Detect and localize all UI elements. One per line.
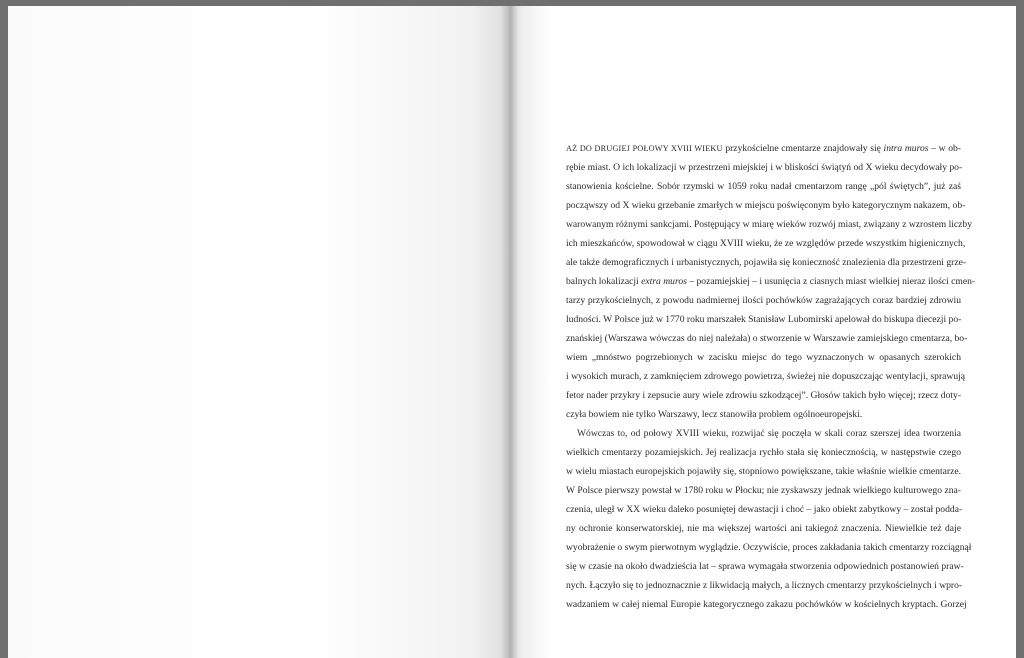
- text-run: czyła bowiem nie tylko Warszawy, lecz stanowiła problem ogólnoeuropejski.: [566, 409, 863, 420]
- text-run: – pozamiejskiej – i usunięcia z ciasnych miast wielkiej nieraz ilości cmen-: [686, 276, 976, 287]
- text-line: [566, 234, 966, 253]
- text-run: począwszy od X wieku grzebanie zmarłych w miejscu poświęconym było kategorycznym nakazem, ob-: [566, 200, 966, 211]
- text-line: [566, 310, 961, 329]
- text-line: [566, 500, 961, 519]
- text-run: ny ochronie konserwatorskiej, nie ma większej wartości ani takiegoż znaczenia. Niewielkie też daje: [566, 523, 961, 534]
- text-run: ich mieszkańców, spowodował w ciągu XVIII wieku, że ze względów przede wszystkim higienicznych,: [566, 238, 966, 249]
- text-run: fetor nader przykry i zepsucie aury wiele zdrowiu szkodzącej”. Głosów takich było więcej; rzecz doty-: [566, 390, 962, 401]
- text-run: i wysokich murach, z zamknięciem zdrowego powietrza, świeżej nie dopuszczając wentylacji, sprawują: [566, 371, 966, 382]
- right-page: [510, 6, 1016, 658]
- text-run: wielkich cmentarzy pozamiejskich. Jej realizacja rychło stała się koniecznością, w następstwie czego: [566, 447, 961, 458]
- text-line: [566, 367, 966, 386]
- text-line: [566, 424, 961, 443]
- text-line: [566, 158, 961, 177]
- text-line: [566, 405, 961, 424]
- text-run: wadzaniem w całej niemal Europie kategorycznego zakazu pochówków w kościelnych kryptach. Gorzej: [566, 599, 967, 610]
- text-line: [566, 519, 961, 538]
- text-run: ludności. W Polsce już w 1770 roku marszałek Stanisław Lubomirski apelował do biskupa diecezji po-: [566, 314, 962, 325]
- text-run: stanowienia kościelne. Sobór rzymski w 1059 roku nadał cmentarzom rangę „pól świętych”, już zaś: [566, 181, 961, 192]
- text-run: przykościelne cmentarze znajdowały się: [722, 143, 884, 154]
- text-line: [566, 196, 966, 215]
- text-line: [566, 177, 961, 196]
- italic-phrase: intra muros: [883, 143, 929, 154]
- text-run: czenia, uległ w XX wieku daleko posuniętej dewastacji i choć – jako obiekt zabytkowy – został podda-: [566, 504, 963, 515]
- text-line: [566, 272, 976, 291]
- body-text: [566, 139, 976, 614]
- text-run: znańskiej (Warszawa wówczas do niej należała) o stworzenie w Warszawie zamiejskiego cmentarza, bo-: [566, 333, 968, 344]
- text-run: warowanym różnymi sankcjami. Postępujący w miarę wieków rozwój miast, związany z wzrostem liczby: [566, 219, 973, 230]
- text-run: – w ob-: [928, 143, 961, 154]
- text-run: balnych lokalizacji: [566, 276, 642, 287]
- text-line: [566, 538, 972, 557]
- text-line: [566, 443, 961, 462]
- text-line: [566, 462, 961, 481]
- text-line: [566, 576, 961, 595]
- book-spine: [500, 6, 518, 658]
- text-line: [566, 557, 964, 576]
- text-run: w wielu miastach europejskich pojawiły się, stopniowo powiększane, takie właśnie wielkie cmentarze.: [566, 466, 961, 477]
- left-page: [8, 6, 510, 658]
- text-line: [566, 595, 967, 614]
- text-run: wyobrażenie o swym pierwotnym wyglądzie. Oczywiście, proces zakładania takich cmentarzy rozciągnął: [566, 542, 972, 553]
- small-caps-lead: AŻ DO DRUGIEJ POŁOWY XVIII WIEKU: [566, 144, 723, 153]
- text-run: W Polsce pierwszy powstał w 1780 roku w Płocku; nie zyskawszy jednak wielkiego kulturowego zna-: [566, 485, 961, 496]
- text-run: tarzy przykościelnych, z powodu nadmiernej ilości pochówków zagrażających coraz bardziej zdrowiu: [566, 295, 961, 306]
- text-run: Wówczas to, od połowy XVIII wieku, rozwijać się poczęła w skali coraz szerszej idea tworzenia: [577, 428, 961, 439]
- text-line: [566, 348, 961, 367]
- text-run: rębie miast. O ich lokalizacji w przestrzeni miejskiej i w bliskości świątyń od X wieku decydowały po-: [566, 162, 963, 173]
- text-run: wiem „mnóstwo pogrzebionych w zacisku miejsc do tego wyznaczonych w opasanych szerokich: [566, 352, 961, 363]
- text-line: [566, 215, 973, 234]
- text-line: [566, 386, 961, 405]
- text-run: nych. Łączyło się to jednoznacznie z likwidacją małych, a licznych cmentarzy przykościelnych i wpro-: [566, 580, 963, 591]
- text-line: [566, 481, 961, 500]
- text-line: [566, 291, 961, 310]
- text-line: [566, 253, 967, 272]
- text-run: ale także demograficznych i urbanistycznych, pojawiła się konieczność znalezienia dla przestrzeni grze-: [566, 257, 967, 268]
- text-run: się w czasie na około dwadzieścia lat – sprawa wymagała stworzenia odpowiednich postanowień praw-: [566, 561, 964, 572]
- text-line: [566, 139, 961, 158]
- italic-phrase: extra muros: [641, 276, 687, 287]
- text-line: [566, 329, 968, 348]
